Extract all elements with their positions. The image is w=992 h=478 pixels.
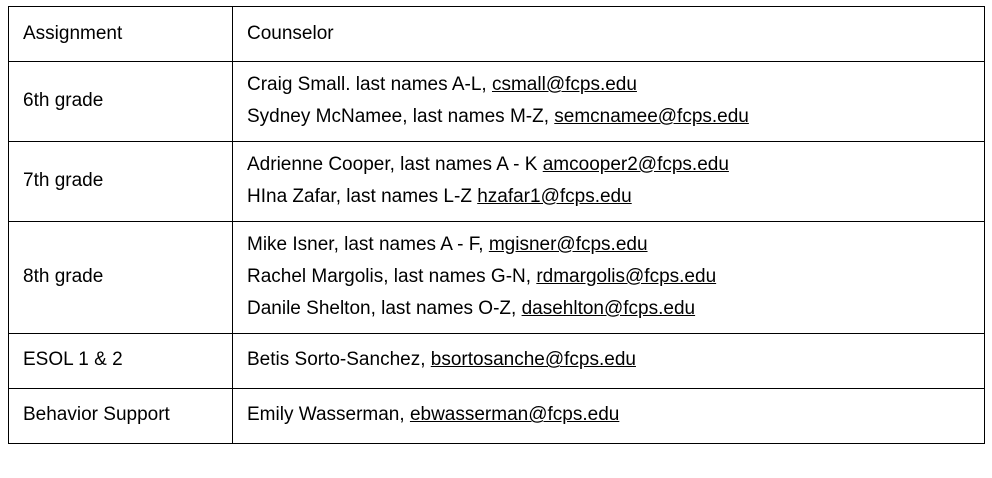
- assignment-label: Behavior Support: [9, 388, 233, 443]
- assignment-label: 7th grade: [9, 141, 233, 221]
- counselor-email-link[interactable]: semcnamee@fcps.edu: [554, 105, 749, 127]
- counselor-name: Betis Sorto-Sanchez,: [247, 349, 431, 371]
- counselor-line: [247, 184, 972, 211]
- counselor-name: Danile Shelton, last names O-Z,: [247, 297, 522, 319]
- counselor-name: Craig Small. last names A-L,: [247, 74, 492, 95]
- assignment-label: 6th grade: [9, 62, 233, 142]
- counselor-name: Mike Isner, last names A - F,: [247, 233, 489, 255]
- counselor-line: [247, 264, 972, 291]
- counselor-assignment-table: [8, 6, 985, 444]
- counselor-email-link[interactable]: bsortosanche@fcps.edu: [430, 349, 636, 371]
- counselor-details: [233, 62, 985, 142]
- table-row: [9, 388, 985, 443]
- column-header-assignment: Assignment: [9, 7, 233, 62]
- table-header-row: [9, 7, 985, 62]
- counselor-name: Rachel Margolis, last names G-N,: [247, 265, 537, 287]
- table-row: [9, 333, 985, 388]
- counselor-name: Adrienne Cooper, last names A - K: [247, 153, 543, 175]
- counselor-line: [247, 152, 972, 179]
- counselor-line: [247, 296, 972, 323]
- counselor-email-link[interactable]: rdmargolis@fcps.edu: [536, 265, 717, 287]
- counselor-details: [233, 221, 985, 333]
- counselor-email-link[interactable]: amcooper2@fcps.edu: [542, 153, 729, 175]
- counselor-email-link[interactable]: hzafar1@fcps.edu: [477, 185, 632, 207]
- counselor-line: [247, 232, 972, 259]
- table-row: [9, 141, 985, 221]
- counselor-name: HIna Zafar, last names L-Z: [247, 185, 478, 207]
- counselor-name: Emily Wasserman,: [247, 404, 410, 426]
- counselor-line: [247, 347, 972, 374]
- assignment-label: ESOL 1 & 2: [9, 333, 233, 388]
- counselor-details: [233, 333, 985, 388]
- column-header-counselor: Counselor: [233, 7, 985, 62]
- counselor-details: [233, 388, 985, 443]
- counselor-line: [247, 72, 972, 99]
- counselor-line: [247, 104, 972, 131]
- table-row: [9, 221, 985, 333]
- counselor-email-link[interactable]: mgisner@fcps.edu: [488, 233, 648, 255]
- counselor-email-link[interactable]: csmall@fcps.edu: [491, 74, 637, 95]
- table-row: [9, 62, 985, 142]
- counselor-name: Sydney McNamee, last names M-Z,: [247, 105, 555, 127]
- counselor-line: [247, 402, 972, 429]
- counselor-email-link[interactable]: ebwasserman@fcps.edu: [409, 404, 620, 426]
- counselor-details: [233, 141, 985, 221]
- counselor-email-link[interactable]: dasehlton@fcps.edu: [521, 297, 696, 319]
- assignment-label: 8th grade: [9, 221, 233, 333]
